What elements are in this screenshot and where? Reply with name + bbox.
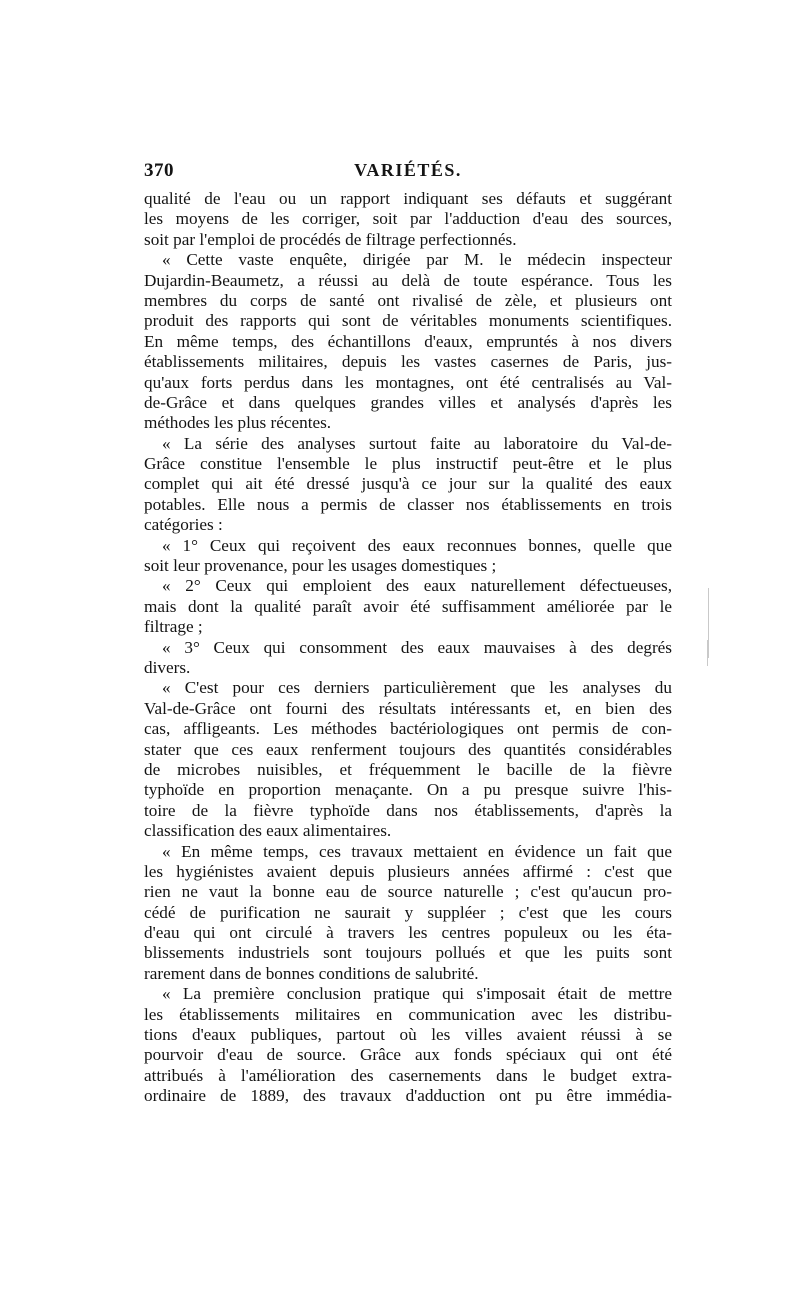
text-line: soit par l'emploi de procédés de filtrage perfectionnés. [144, 229, 517, 249]
text-line: cas, affligeants. Les méthodes bactériologiques ont permis de con- [144, 719, 672, 739]
text-line: produit des rapports qui sont de véritables monuments scientifiques. [144, 311, 672, 331]
text-line: attribués à l'amélioration des casernements dans le budget extra- [144, 1065, 672, 1085]
text-line: mais dont la qualité paraît avoir été suffisamment améliorée par le [144, 596, 672, 616]
text-line: rien ne vaut la bonne eau de source naturelle ; c'est qu'aucun pro- [144, 882, 672, 902]
text-line: « La série des analyses surtout faite au laboratoire du Val-de- [162, 433, 672, 453]
text-line: « 1° Ceux qui reçoivent des eaux reconnues bonnes, quelle que [162, 535, 672, 555]
text-line: classification des eaux alimentaires. [144, 821, 392, 841]
text-line: En même temps, des échantillons d'eaux, empruntés à nos divers [144, 331, 672, 351]
page-number: 370 [144, 160, 174, 181]
text-line: qualité de l'eau ou un rapport indiquant ses défauts et suggérant [144, 189, 672, 208]
text-line: catégories : [144, 515, 223, 535]
text-line: méthodes les plus récentes. [144, 413, 332, 433]
text-line: « C'est pour ces derniers particulièrement que les analyses du [162, 678, 672, 698]
margin-mark [707, 640, 708, 666]
text-line: typhoïde en proportion menaçante. On a pu presque suivre l'his- [144, 780, 672, 800]
text-line: rarement dans de bonnes conditions de salubrité. [144, 963, 479, 983]
text-line: divers. [144, 657, 191, 677]
text-line: membres du corps de santé ont rivalisé de zèle, et plusieurs ont [144, 290, 672, 310]
text-line: Dujardin-Beaumetz, a réussi au delà de toute espérance. Tous les [144, 270, 672, 290]
text-line: qu'aux forts perdus dans les montagnes, ont été centralisés au Val- [144, 372, 672, 392]
text-line: « 3° Ceux qui consomment des eaux mauvaises à des degrés [162, 637, 672, 657]
text-line: « En même temps, ces travaux mettaient en évidence un fait que [162, 841, 672, 861]
text-line: complet qui ait été dressé jusqu'à ce jour sur la qualité des eaux [144, 474, 672, 494]
text-line: d'eau qui ont circulé à travers les centres populeux ou les éta- [144, 923, 672, 943]
body-text [144, 189, 672, 1107]
text-line: pourvoir d'eau de source. Grâce aux fonds spéciaux qui ont été [144, 1045, 672, 1065]
text-line: Grâce constitue l'ensemble le plus instructif peut-être et le plus [144, 454, 672, 474]
text-line: Val-de-Grâce ont fourni des résultats intéressants et, en bien des [144, 698, 672, 718]
running-head [144, 160, 672, 184]
section-title: VARIÉTÉS. [354, 160, 462, 180]
text-line: toire de la fièvre typhoïde dans nos établissements, d'après la [144, 800, 672, 820]
text-line: de-Grâce et dans quelques grandes villes et analysés d'après les [144, 392, 672, 412]
text-line: les établissements militaires en communication avec les distribu- [144, 1004, 672, 1024]
text-line: stater que ces eaux renferment toujours des quantités considérables [144, 739, 672, 759]
text-line: soit leur provenance, pour les usages domestiques ; [144, 556, 497, 576]
text-line: ordinaire de 1889, des travaux d'adduction ont pu être immédia- [144, 1086, 672, 1106]
text-line: de microbes nuisibles, et fréquemment le bacille de la fièvre [144, 759, 672, 779]
text-line: blissements industriels sont toujours pollués et que les puits sont [144, 943, 672, 963]
margin-mark [708, 588, 709, 658]
text-line: établissements militaires, depuis les vastes casernes de Paris, jus- [144, 352, 672, 372]
text-line: potables. Elle nous a permis de classer nos établissements en trois [144, 494, 672, 514]
text-line: tions d'eaux publiques, partout où les villes avaient réussi à se [144, 1025, 672, 1045]
text-line: « 2° Ceux qui emploient des eaux naturellement défectueuses, [162, 576, 672, 596]
text-line: filtrage ; [144, 617, 203, 637]
text-line: cédé de purification ne saurait y suppléer ; c'est que les cours [144, 902, 672, 922]
text-line: les hygiénistes avaient depuis plusieurs années affirmé : c'est que [144, 861, 672, 881]
text-line: « La première conclusion pratique qui s'imposait était de mettre [162, 984, 672, 1004]
text-line: « Cette vaste enquête, dirigée par M. le médecin inspecteur [162, 250, 672, 270]
text-line: les moyens de les corriger, soit par l'adduction d'eau des sources, [144, 209, 672, 229]
